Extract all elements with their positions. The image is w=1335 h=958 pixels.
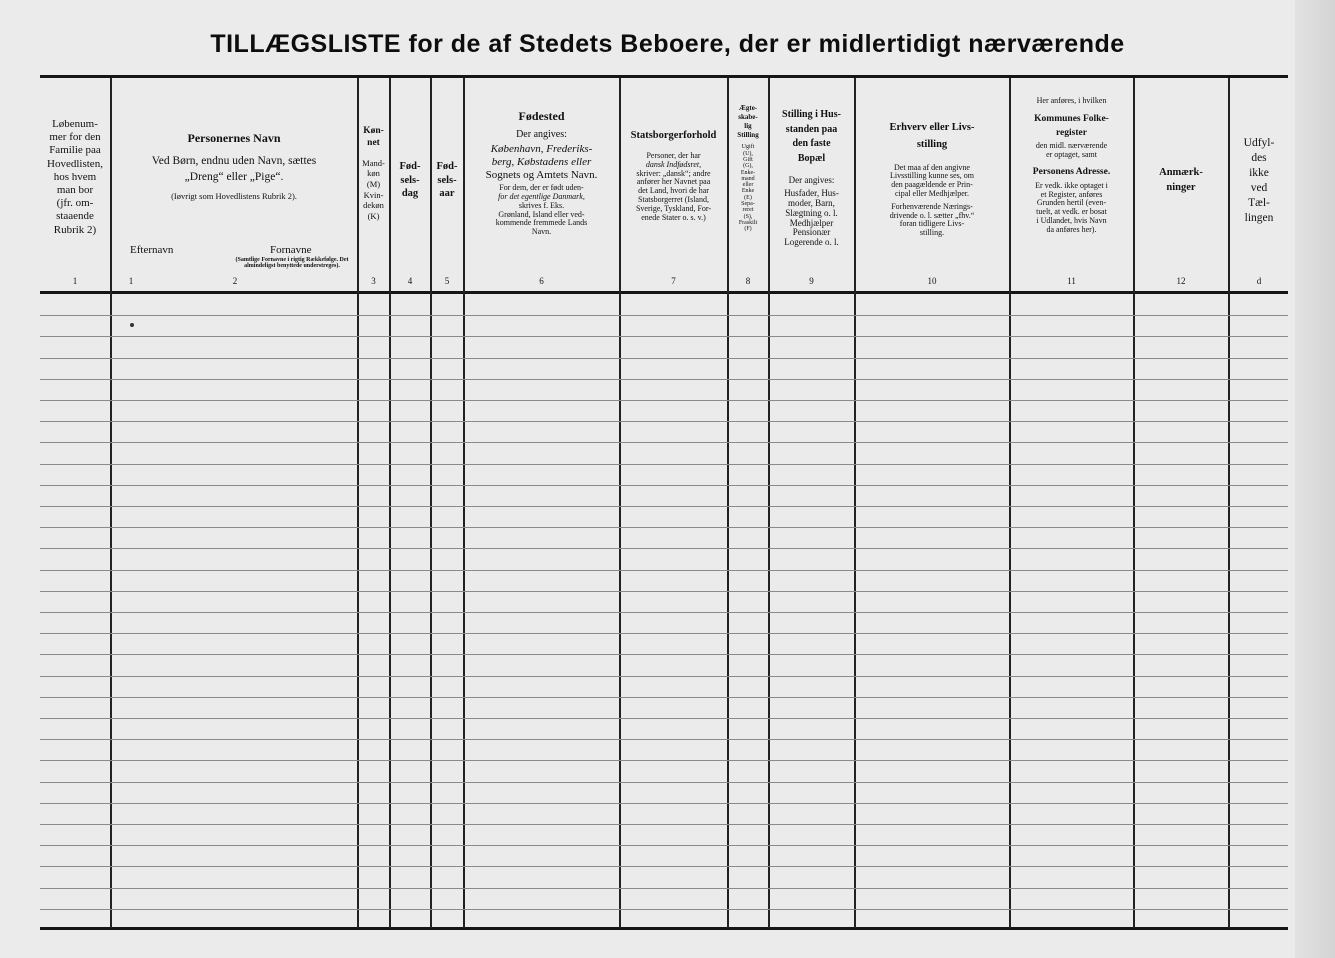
table-row: [40, 506, 1288, 507]
column-number: 7: [671, 276, 676, 286]
col5-heading: Fød- sels- aar: [436, 161, 458, 200]
col8-line: Ugift: [741, 144, 755, 151]
column-number: 8: [745, 276, 751, 286]
column-divider: [110, 78, 112, 928]
col6-line: skrives f. Eks.: [518, 200, 565, 210]
table-row: [40, 485, 1288, 486]
page-edge: [1295, 0, 1335, 958]
table-row: [40, 739, 1288, 740]
col6-line: berg, Købstadens eller: [491, 155, 592, 168]
col6-line: Sognets og Amtets Navn.: [485, 168, 598, 181]
col8-line: (F): [744, 226, 752, 233]
col10-line: foran tidligere Livs-: [899, 219, 965, 229]
col1-line: Løbenum-: [52, 118, 98, 130]
col10-line: Det maa af den angivne: [894, 162, 970, 172]
col1-line: staaende: [56, 210, 94, 223]
table-row: [40, 336, 1288, 337]
column-12-header: [1135, 166, 1227, 371]
col10-line: cipal eller Medhjælper.: [895, 188, 969, 198]
col6-line: for det egentlige Danmark,: [498, 192, 585, 202]
col6-line: For dem, der er født uden-: [499, 183, 584, 193]
col9-line: Logerende o. l.: [784, 237, 839, 248]
col12-heading: Anmærk- ninger: [1159, 167, 1203, 193]
cold-line: ikke: [1249, 166, 1269, 179]
table-row: [40, 866, 1288, 867]
col11-line: Grunden hertil (even-: [1036, 198, 1107, 208]
table-row: [40, 591, 1288, 592]
col8-line: (S),: [743, 213, 753, 220]
col8-line: Enke-: [740, 169, 756, 176]
col11-mid: er optaget, samt: [1046, 150, 1097, 160]
column-7-header: [621, 130, 726, 335]
col2-surname-label: Efternavn: [130, 244, 174, 256]
column-3-header: [359, 126, 388, 331]
column-number: 1: [128, 276, 134, 286]
col10-line: Forhenværende Nærings-: [891, 201, 973, 211]
col8-line: (E): [744, 194, 752, 201]
col1-line: (jfr. om-: [56, 197, 94, 210]
column-number: 11: [1067, 276, 1076, 286]
col2-line1: Ved Børn, endnu uden Navn, sættes: [151, 155, 317, 168]
col3-line: (M): [366, 179, 381, 189]
col6-heading: Fødested: [518, 110, 565, 123]
col9-line: Slægtning o. l.: [785, 207, 838, 218]
cold-line: ved: [1250, 181, 1268, 194]
col8-line: Gift: [743, 156, 753, 163]
table-row: [40, 845, 1288, 846]
col8-heading: Ægte- skabe- lig Stilling: [737, 104, 759, 140]
col7-line: Sverige, Tyskland, For-: [635, 203, 712, 213]
col6-line: Grønland, Island eller ved-: [498, 209, 585, 219]
cold-line: Udfyl-: [1243, 137, 1275, 149]
col8-line: (U),: [743, 150, 753, 157]
table-row: [40, 400, 1288, 401]
column-11-header: [1011, 97, 1132, 302]
col9-line: Pensionær: [792, 227, 831, 238]
col10-line: Livsstilling kunne ses, om: [890, 171, 974, 181]
col6-line: Navn.: [531, 227, 552, 237]
col7-line: Statsborgerret (Island,: [638, 195, 709, 205]
col3-line: dekøn: [363, 200, 384, 211]
table-row: [40, 718, 1288, 719]
table-row: [40, 782, 1288, 783]
col7-heading: Statsborgerforhold: [630, 130, 717, 141]
col9-heading: Stilling i Hus- standen paa den faste Bopæl: [782, 109, 841, 164]
col10-line: stilling.: [919, 228, 945, 238]
col2-firstname-note: (Samtlige Fornavne i rigtig Rækkefølge. Det almindeligst benyttede understreges).: [235, 257, 349, 270]
col9-line: Husfader, Hus-: [784, 187, 839, 198]
table-row: [40, 697, 1288, 698]
cold-line: Tæl-: [1248, 196, 1270, 209]
table-bottom-rule: [40, 927, 1288, 930]
col1-line: man bor: [56, 183, 94, 196]
column-number: d: [1256, 276, 1262, 286]
col8-line: Sepa-: [741, 201, 755, 208]
cold-line: des: [1251, 151, 1267, 164]
table-row: [40, 358, 1288, 359]
table-row: [40, 379, 1288, 380]
col6-line: København, Frederiks-: [490, 143, 593, 156]
table-row: [40, 315, 1288, 316]
column-d-header: [1230, 136, 1288, 341]
table-row: [40, 548, 1288, 549]
col6-line: Der angives:: [516, 128, 567, 140]
col7-line: Personer, der har: [646, 151, 701, 161]
col3-line: (K): [367, 210, 380, 221]
col11-line: da anføres her).: [1046, 224, 1097, 234]
col11-mid: den midl. nærværende: [1035, 141, 1108, 151]
col2-note: (Iøvrigt som Hovedlistens Rubrik 2).: [171, 191, 297, 202]
column-10-header: [856, 120, 1008, 325]
table-row: [40, 464, 1288, 465]
col1-line: Rubrik 2): [53, 223, 97, 236]
cold-line: lingen: [1244, 211, 1274, 224]
column-number: 4: [407, 276, 413, 286]
col1-line: Familie paa: [49, 144, 101, 157]
table-row: [40, 676, 1288, 677]
column-number: 9: [809, 276, 814, 286]
col2-firstname-label: Fornavne: [270, 244, 312, 256]
table-row: [40, 824, 1288, 825]
col11-heading2: Personens Adresse.: [1032, 166, 1111, 177]
col6-line: kommende fremmede Lands: [495, 218, 588, 228]
col8-line: mand: [741, 175, 755, 182]
col10-heading: Erhverv eller Livs- stilling: [889, 122, 975, 150]
header-top-rule: [40, 75, 1288, 78]
table-row: [40, 888, 1288, 889]
table-row: [40, 633, 1288, 634]
column-5-header: [432, 160, 462, 365]
col11-line: Er vedk. ikke optaget i: [1035, 180, 1108, 190]
col2-heading: Personernes Navn: [187, 131, 281, 145]
col10-line: den paagældende er Prin-: [891, 180, 973, 190]
col7-line: skriver: „dansk“; andre: [636, 168, 711, 178]
col1-line: hos hvem: [53, 170, 97, 183]
col7-line: det Land, hvori de har: [638, 186, 709, 196]
col11-line: et Register, anføres: [1040, 189, 1103, 199]
table-row: [40, 570, 1288, 571]
col11-heading: Kommunes Folke- register: [1034, 113, 1109, 139]
column-number: 12: [1176, 276, 1186, 286]
column-number: 10: [927, 276, 937, 286]
form-title: TILLÆGSLISTE for de af Stedets Beboere, der er midlertidigt nærværende: [210, 30, 1125, 58]
table-row: [40, 442, 1288, 443]
col11-line: i Udlandet, hvis Navn: [1036, 216, 1107, 225]
col11-top: Her anføres, i hvilken: [1036, 97, 1107, 105]
col2-line2: „Dreng“ eller „Pige“.: [184, 170, 284, 183]
col4-heading: Fød- sels- dag: [399, 161, 421, 200]
col9-line: Medhjælper: [789, 217, 834, 228]
col1-line: mer for den: [49, 131, 101, 144]
table-row: [40, 527, 1288, 528]
ink-dot: [130, 323, 134, 327]
table-row: [40, 909, 1288, 910]
table-row: [40, 612, 1288, 613]
column-number: 6: [539, 276, 544, 286]
table-row: [40, 803, 1288, 804]
col8-line: reret: [742, 207, 754, 214]
col7-line: dansk Indfødsret,: [645, 159, 702, 169]
col7-line: anfører her Navnet paa: [636, 177, 711, 187]
col8-line: Fraskilt: [738, 219, 758, 226]
col1-line: Hovedlisten,: [47, 157, 103, 170]
table-row: [40, 421, 1288, 422]
col11-line: tuelt, at vedk. er bosat: [1036, 207, 1107, 217]
column-number: 1: [72, 276, 78, 286]
col7-line: enede Stater o. s. v.): [641, 212, 706, 222]
col3-line: Kvin-: [363, 189, 384, 200]
column-4-header: [391, 160, 429, 365]
column-divider: [463, 78, 465, 928]
col8-line: (G),: [743, 163, 753, 170]
col3-heading: Køn- net: [363, 126, 384, 148]
column-number: 3: [371, 276, 376, 286]
table-row: [40, 654, 1288, 655]
col8-line: eller: [742, 182, 754, 189]
column-number: 2: [232, 276, 238, 286]
column-number: 5: [444, 276, 450, 286]
col3-line: Mand-: [362, 157, 385, 168]
table-row: [40, 760, 1288, 761]
col3-line: køn: [367, 168, 380, 179]
column-1-header: [42, 118, 108, 323]
col8-line: Enke: [741, 188, 755, 195]
col9-line: moder, Barn,: [788, 197, 835, 208]
col10-line: drivende o. l. sætter „fhv.“: [889, 210, 975, 220]
col9-line: Der angives:: [788, 175, 835, 185]
